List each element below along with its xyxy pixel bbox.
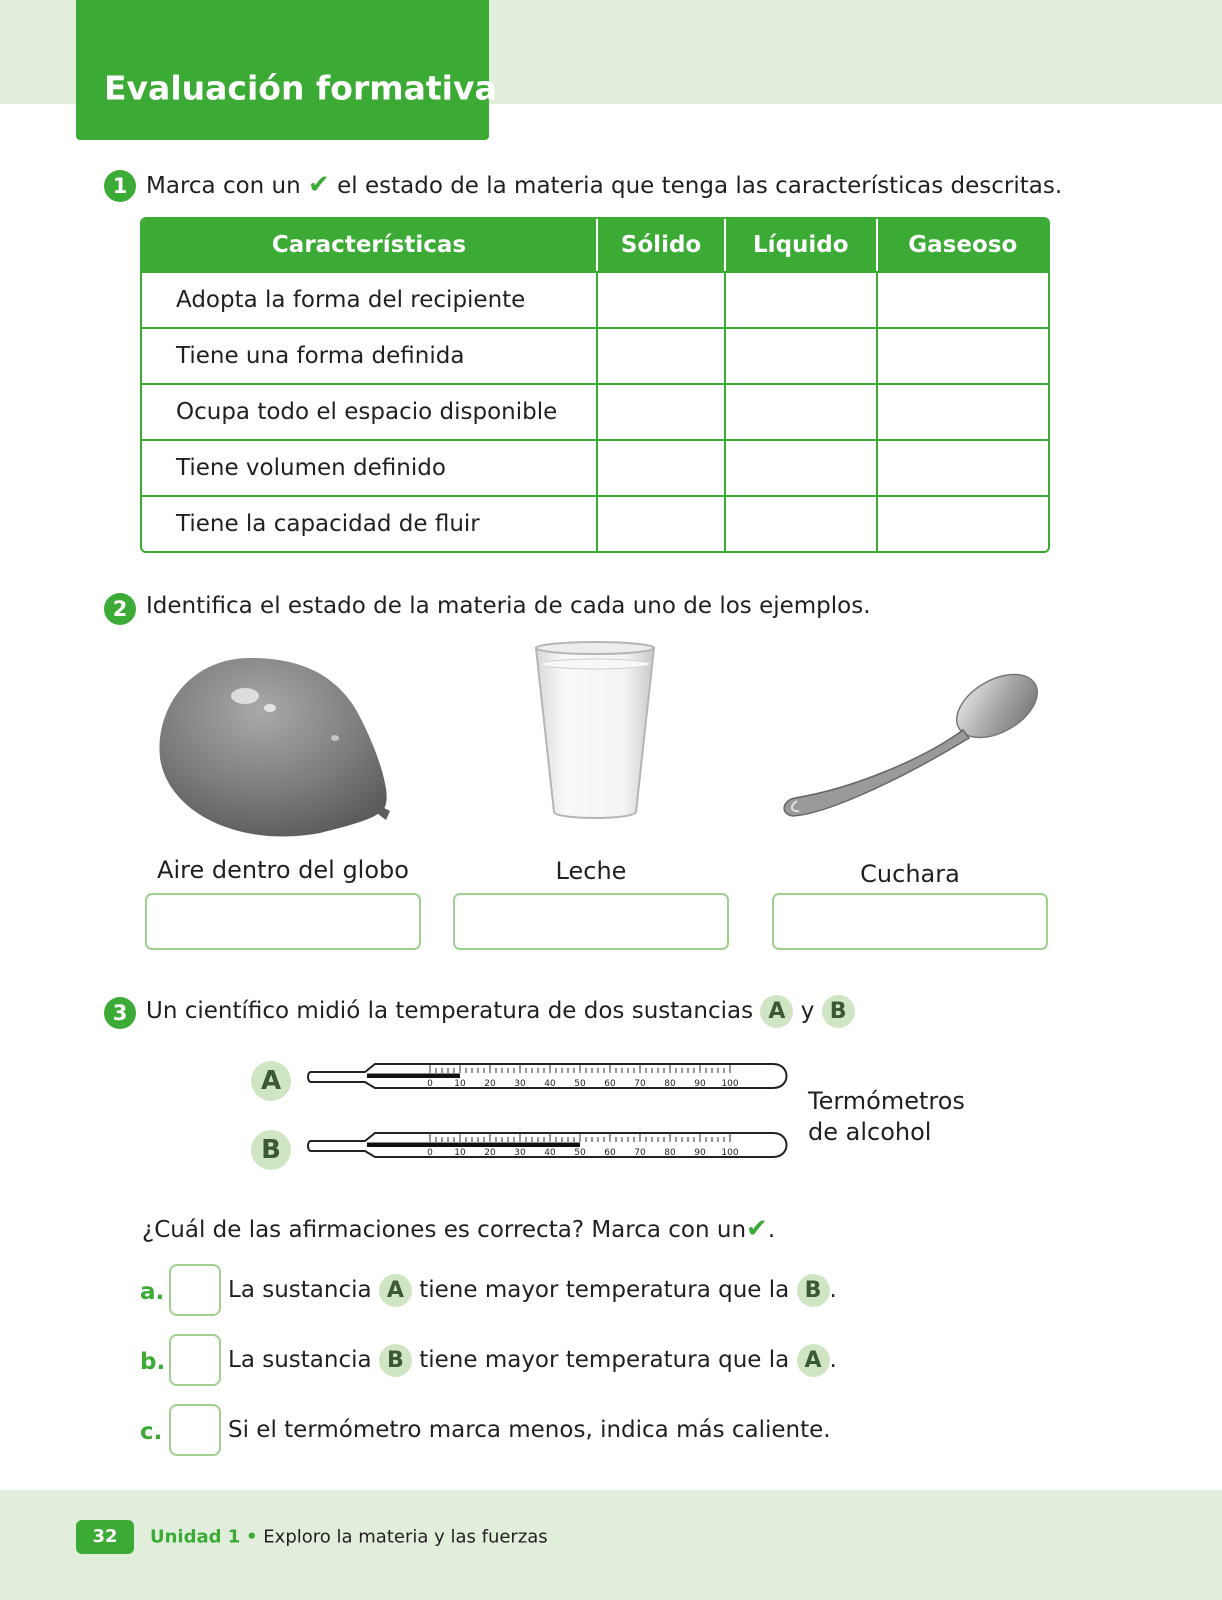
q1-prompt: [146, 170, 1062, 200]
substance-a-badge: A: [760, 995, 793, 1028]
row-characteristic: Tiene volumen definido: [142, 439, 596, 495]
option-b-part3: .: [829, 1347, 837, 1373]
thermometer-a-tick-label: 0: [427, 1079, 433, 1089]
liquido-cell[interactable]: [724, 439, 876, 495]
thermometer-a-column: [367, 1074, 460, 1079]
liquido-cell[interactable]: [724, 271, 876, 327]
footer-subtitle: Exploro la materia y las fuerzas: [263, 1526, 548, 1548]
solido-cell[interactable]: [596, 383, 724, 439]
solido-cell[interactable]: [596, 327, 724, 383]
option-a-checkbox[interactable]: [169, 1264, 221, 1316]
option-b-part2: tiene mayor temperatura que la: [419, 1347, 790, 1373]
thermometer-a-tick-label: 20: [484, 1079, 496, 1089]
q3-question: [142, 1214, 775, 1244]
q3-text: Un científico midió la temperatura de dos sustancias: [146, 998, 754, 1024]
page-title: Evaluación formativa: [104, 68, 497, 108]
option-c-letter: c.: [140, 1419, 163, 1445]
solido-cell[interactable]: [596, 271, 724, 327]
table-row: [142, 271, 1048, 327]
table-row: [142, 327, 1048, 383]
thermometer-b-tick-label: 30: [514, 1148, 526, 1158]
gaseoso-cell[interactable]: [876, 439, 1048, 495]
option-a-text: [228, 1274, 837, 1307]
milk-glass-icon: [530, 640, 660, 829]
thermometer-b-tick-label: 0: [427, 1148, 433, 1158]
solido-cell[interactable]: [596, 439, 724, 495]
answer-box-globo[interactable]: [145, 893, 421, 950]
title-tab: [76, 0, 497, 140]
thermometer-caption-line1: Termómetros: [808, 1087, 965, 1115]
option-a-part3: .: [829, 1277, 837, 1303]
thermometer-a-tick-label: 40: [544, 1079, 556, 1089]
table-row: [142, 495, 1048, 551]
option-b-badge1: B: [379, 1344, 412, 1377]
example-label-cuchara: Cuchara: [860, 860, 960, 888]
substance-b-badge: B: [822, 995, 855, 1028]
solido-cell[interactable]: [596, 495, 724, 551]
footer-unit: Unidad 1: [150, 1526, 241, 1548]
thermometer-b-tick-label: 20: [484, 1148, 496, 1158]
page-number: 32: [76, 1520, 134, 1554]
thermometer-a-tick-label: 50: [574, 1079, 586, 1089]
q3-prompt: [146, 995, 855, 1028]
thermometer-b: [305, 1127, 795, 1171]
thermometer-a-tick-label: 30: [514, 1079, 526, 1089]
option-b-checkbox[interactable]: [169, 1334, 221, 1386]
table-row: [142, 439, 1048, 495]
header-gaseoso: Gaseoso: [876, 219, 1048, 271]
thermometer-b-tick-label: 100: [721, 1148, 739, 1158]
thermometer-b-tick-label: 80: [664, 1148, 676, 1158]
header-solido: Sólido: [596, 219, 724, 271]
footer-bullet: •: [246, 1526, 258, 1548]
option-c-checkbox[interactable]: [169, 1404, 221, 1456]
liquido-cell[interactable]: [724, 383, 876, 439]
thermometer-a-tick-label: 70: [634, 1079, 646, 1089]
thermometer-a-tick-label: 100: [721, 1079, 739, 1089]
thermometer-a-tick-label: 60: [604, 1079, 616, 1089]
q1-text-before: Marca con un: [146, 173, 301, 199]
spoon-icon: [775, 668, 1045, 832]
check-icon: ✔: [308, 170, 330, 200]
question-number-3: 3: [104, 997, 136, 1029]
footer-text: [150, 1527, 548, 1548]
liquido-cell[interactable]: [724, 327, 876, 383]
option-a-part2: tiene mayor temperatura que la: [419, 1277, 790, 1303]
question-number-1: 1: [104, 170, 136, 202]
check-icon: ✔: [746, 1214, 768, 1244]
header-caracteristicas: Características: [142, 219, 596, 271]
option-b-badge2: A: [797, 1344, 830, 1377]
thermometer-a: [305, 1058, 795, 1102]
thermometer-a-tick-label: 10: [454, 1079, 466, 1089]
thermometer-a-badge: A: [251, 1061, 291, 1101]
q1-text-after: el estado de la materia que tenga las características descritas.: [337, 173, 1063, 199]
table-header-row: [142, 219, 1048, 271]
liquido-cell[interactable]: [724, 495, 876, 551]
example-label-globo: Aire dentro del globo: [157, 856, 409, 884]
balloon-icon: [150, 648, 400, 852]
thermometer-caption-line2: de alcohol: [808, 1118, 932, 1146]
option-c-text: Si el termómetro marca menos, indica más caliente.: [228, 1417, 831, 1443]
answer-box-cuchara[interactable]: [772, 893, 1048, 950]
option-a-part1: La sustancia: [228, 1277, 372, 1303]
option-b-text: [228, 1344, 837, 1377]
example-label-leche: Leche: [555, 857, 627, 885]
thermometer-b-tick-label: 90: [694, 1148, 706, 1158]
question-number-2: 2: [104, 593, 136, 625]
row-characteristic: Tiene una forma definida: [142, 327, 596, 383]
q2-prompt: Identifica el estado de la materia de cada uno de los ejemplos.: [146, 593, 871, 619]
option-a-letter: a.: [140, 1279, 165, 1305]
q3-question-before: ¿Cuál de las afirmaciones es correcta? Marca con un: [142, 1217, 747, 1243]
thermometer-b-tick-label: 40: [544, 1148, 556, 1158]
row-characteristic: Adopta la forma del recipiente: [142, 271, 596, 327]
thermometer-a-tick-label: 90: [694, 1079, 706, 1089]
option-a-badge2: B: [797, 1274, 830, 1307]
thermometer-b-tick-label: 70: [634, 1148, 646, 1158]
table-row: [142, 383, 1048, 439]
header-liquido: Líquido: [724, 219, 876, 271]
thermometer-b-tick-label: 10: [454, 1148, 466, 1158]
gaseoso-cell[interactable]: [876, 383, 1048, 439]
option-a-badge1: A: [379, 1274, 412, 1307]
thermometer-b-tick-label: 50: [574, 1148, 586, 1158]
thermometer-b-column: [367, 1143, 580, 1148]
row-characteristic: Tiene la capacidad de fluir: [142, 495, 596, 551]
thermometer-caption: [808, 1086, 965, 1148]
answer-box-leche[interactable]: [453, 893, 729, 950]
gaseoso-cell[interactable]: [876, 271, 1048, 327]
gaseoso-cell[interactable]: [876, 495, 1048, 551]
option-b-letter: b.: [140, 1349, 166, 1375]
q3-conj: y: [800, 998, 815, 1024]
thermometer-b-badge: B: [251, 1130, 291, 1170]
thermometer-a-tick-label: 80: [664, 1079, 676, 1089]
states-table: [140, 217, 1050, 553]
thermometer-b-tick-label: 60: [604, 1148, 616, 1158]
gaseoso-cell[interactable]: [876, 327, 1048, 383]
q3-question-after: .: [767, 1217, 776, 1243]
option-b-part1: La sustancia: [228, 1347, 372, 1373]
row-characteristic: Ocupa todo el espacio disponible: [142, 383, 596, 439]
